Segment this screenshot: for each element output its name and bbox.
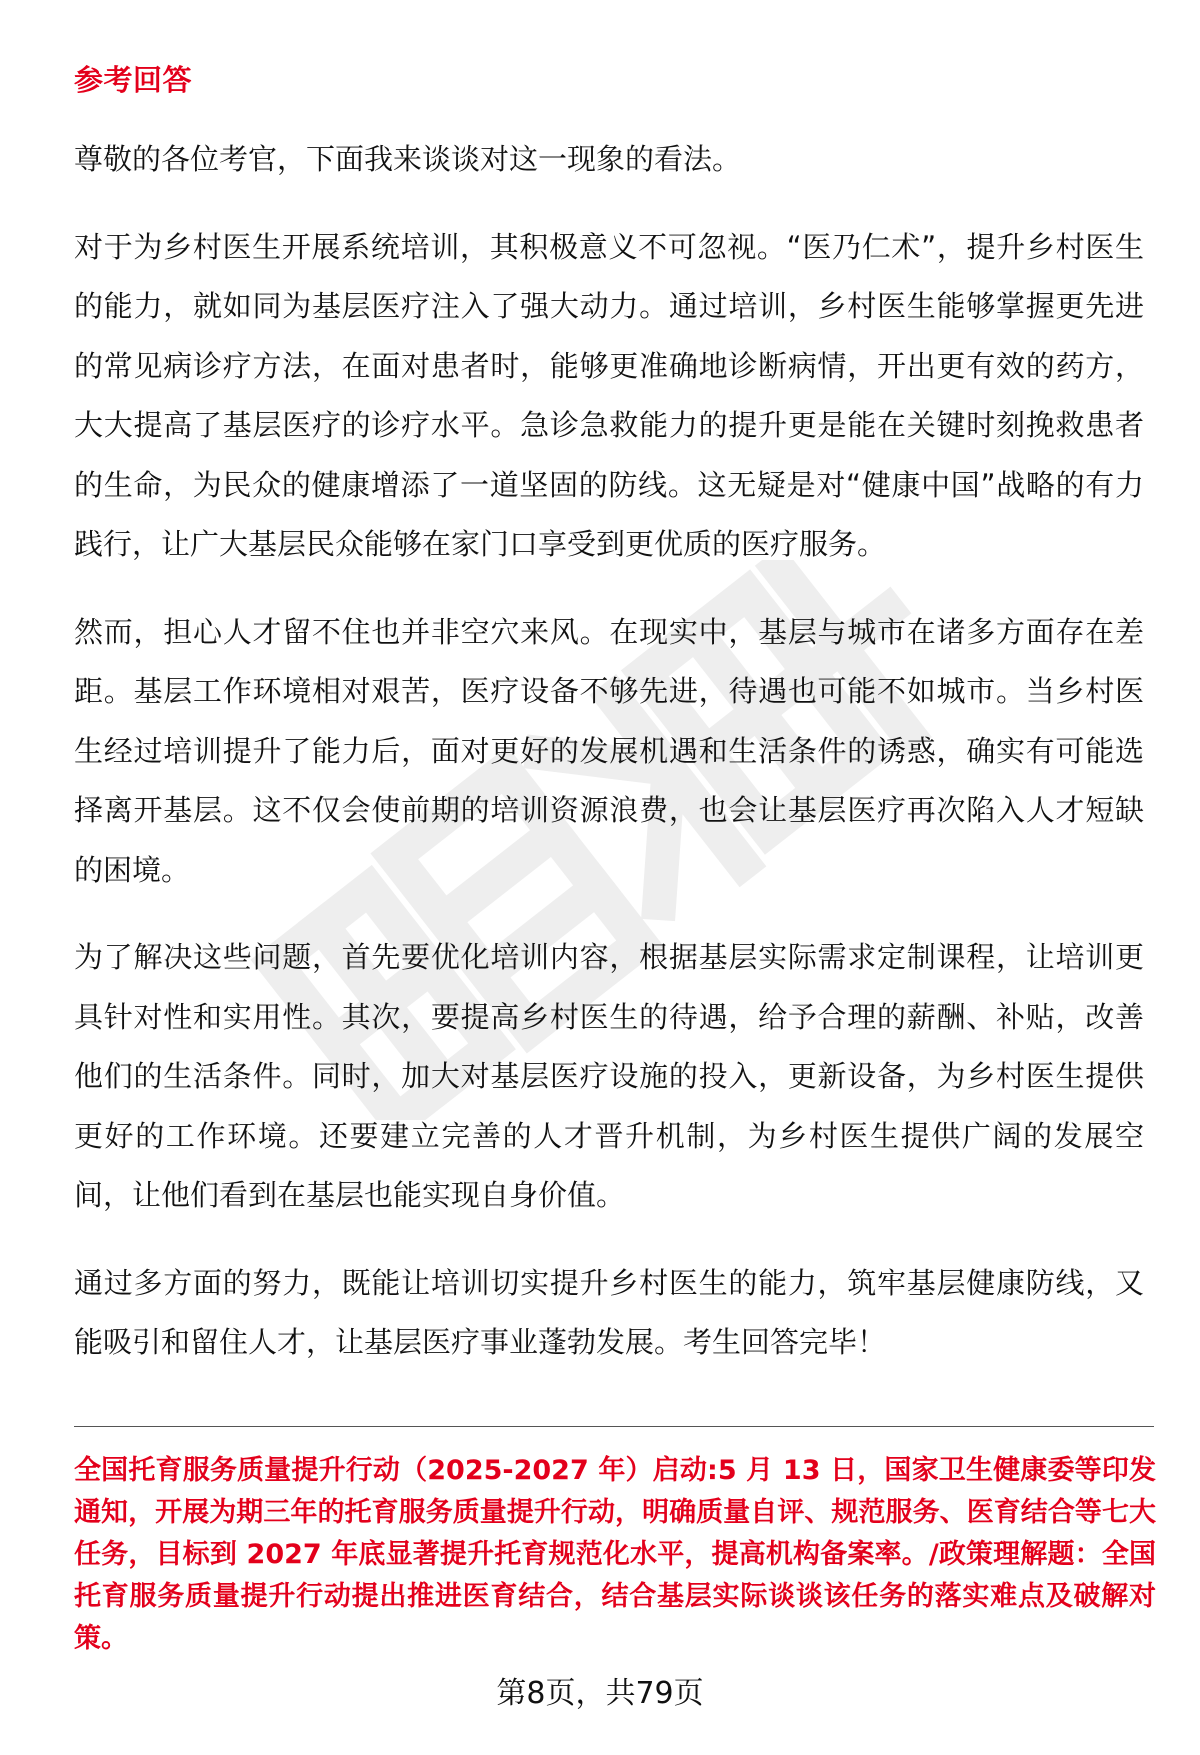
answer-paragraph: 尊敬的各位考官，下面我来谈谈对这一现象的看法。	[74, 142, 742, 176]
page-number: 第8页，共79页	[496, 1676, 704, 1711]
answer-body	[74, 130, 1144, 1373]
answer-paragraph: 然而，担心人才留不住也并非空穴来风。在现实中，基层与城市在诸多方面存在差距。基层工作环境相对艰苦，医疗设备不够先进，待遇也可能不如城市。当乡村医生经过培训提升了能力后，面对更好的发展机遇和生活条件的诱惑，确实有可能选择离开基层。这不仅会使前期的培训资源浪费，也会让基层医疗再次陷入人才短缺的困境。	[74, 614, 1144, 887]
policy-notice: 全国托育服务质量提升行动（2025-2027 年）启动:5 月 13 日，国家卫生健康委等印发通知，开展为期三年的托育服务质量提升行动，明确质量自评、规范服务、医育结合等七大任务，目标到 2027 年底显著提升托育规范化水平，提高机构备案率。/政策理解题：全国托育服务质量提升行动提出推进医育结合，结合基层实际谈谈该任务的落实难点及破解对策。	[74, 1455, 1156, 1654]
answer-paragraph: 为了解决这些问题，首先要优化培训内容，根据基层实际需求定制课程，让培训更具针对性和实用性。其次，要提高乡村医生的待遇，给予合理的薪酬、补贴，改善他们的生活条件。同时，加大对基层医疗设施的投入，更新设备，为乡村医生提供更好的工作环境。还要建立完善的人才晋升机制，为乡村医生提供广阔的发展空间，让他们看到在基层也能实现自身价值。	[74, 940, 1144, 1212]
answer-paragraph: 通过多方面的努力，既能让培训切实提升乡村医生的能力，筑牢基层健康防线，又能吸引和留住人才，让基层医疗事业蓬勃发展。考生回答完毕！	[74, 1265, 1144, 1359]
answer-heading: 参考回答	[74, 63, 193, 97]
answer-paragraph: 对于为乡村医生开展系统培训，其积极意义不可忽视。“医乃仁术”，提升乡村医生的能力，就如同为基层医疗注入了强大动力。通过培训，乡村医生能够掌握更先进的常见病诊疗方法，在面对患者时，能够更准确地诊断病情，开出更有效的药方，大大提高了基层医疗的诊疗水平。急诊急救能力的提升更是能在关键时刻挽救患者的生命，为民众的健康增添了一道坚固的防线。这无疑是对“健康中国”战略的有力践行，让广大基层民众能够在家门口享受到更优质的医疗服务。	[74, 229, 1144, 561]
section-divider	[74, 1426, 1154, 1427]
